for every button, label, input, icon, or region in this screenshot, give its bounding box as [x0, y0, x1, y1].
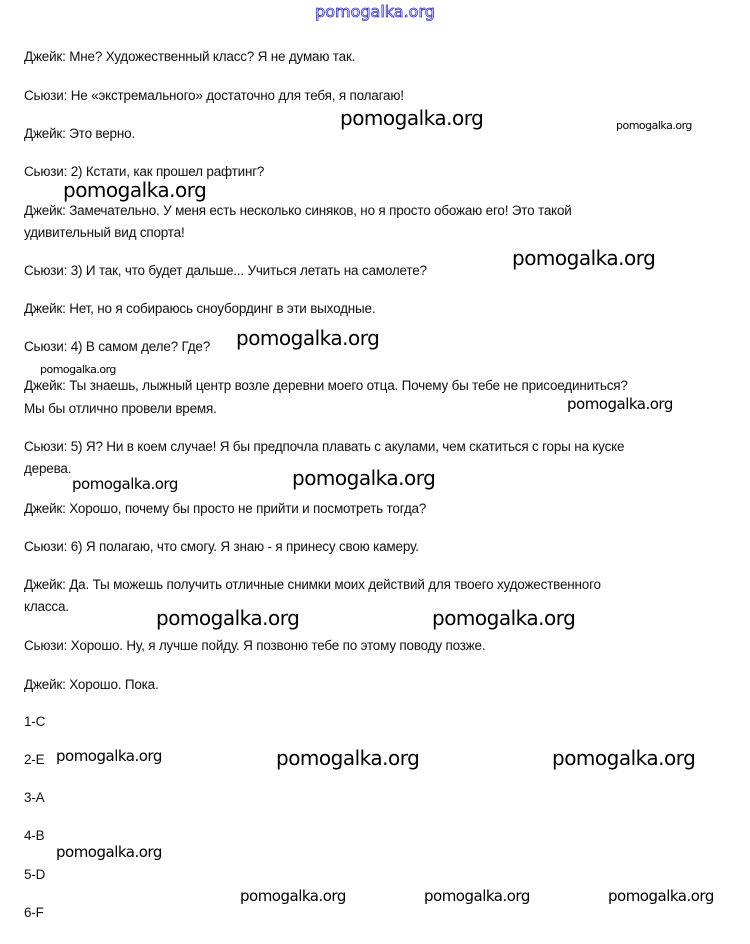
answer: 4-B [24, 828, 45, 843]
watermark: pomogalka.org [56, 843, 162, 861]
dialogue-line: дерева. [24, 461, 72, 476]
watermark: pomogalka.org [616, 119, 692, 132]
answer: 3-A [24, 790, 45, 805]
dialogue-line: Сьюзи: 2) Кстати, как прошел рафтинг? [24, 164, 265, 179]
answer: 1-C [24, 714, 46, 729]
watermark: pomogalka.org [292, 466, 436, 490]
dialogue-line: Джейк: Хорошо, почему бы просто не прийти и посмотреть тогда? [24, 501, 427, 516]
watermark: pomogalka.org [608, 887, 714, 905]
dialogue-line: удивительный вид спорта! [24, 225, 185, 240]
watermark: pomogalka.org [424, 887, 530, 905]
dialogue-line: Сьюзи: 5) Я? Ни в коем случае! Я бы предпочла плавать с акулами, чем скатиться с горы на куске [24, 439, 625, 454]
watermark: pomogalka.org [340, 106, 484, 130]
watermark: pomogalka.org [236, 326, 380, 350]
header-watermark: pomogalka.org [315, 2, 435, 21]
dialogue-line: Сьюзи: Не «экстремального» достаточно для тебя, я полагаю! [24, 88, 404, 103]
watermark: pomogalka.org [40, 363, 116, 376]
dialogue-line: Джейк: Ты знаешь, лыжный центр возле деревни моего отца. Почему бы тебе не присоединиться? [24, 378, 628, 393]
dialogue-line: Мы бы отлично провели время. [24, 401, 217, 416]
watermark: pomogalka.org [156, 606, 300, 630]
dialogue-line: Сьюзи: 3) И так, что будет дальше... Учиться летать на самолете? [24, 263, 427, 278]
answer: 2-E [24, 752, 45, 767]
dialogue-line: Сьюзи: 6) Я полагаю, что смогу. Я знаю - я принесу свою камеру. [24, 539, 419, 554]
dialogue-line: Джейк: Нет, но я собираюсь сноубординг в эти выходные. [24, 301, 376, 316]
dialogue-line: Джейк: Замечательно. У меня есть несколько синяков, но я просто обожаю его! Это такой [24, 203, 572, 218]
answer: 6-F [24, 905, 44, 920]
watermark: pomogalka.org [72, 475, 178, 493]
dialogue-line: Сьюзи: 4) В самом деле? Где? [24, 339, 211, 354]
watermark: pomogalka.org [63, 178, 207, 202]
dialogue-line: Джейк: Это верно. [24, 126, 135, 141]
watermark: pomogalka.org [512, 246, 656, 270]
dialogue-line: класса. [24, 599, 69, 614]
watermark: pomogalka.org [552, 746, 696, 770]
dialogue-line: Джейк: Да. Ты можешь получить отличные снимки моих действий для твоего художественного [24, 577, 601, 592]
dialogue-line: Сьюзи: Хорошо. Ну, я лучше пойду. Я позвоню тебе по этому поводу позже. [24, 638, 486, 653]
watermark: pomogalka.org [276, 746, 420, 770]
answer: 5-D [24, 867, 46, 882]
watermark: pomogalka.org [240, 887, 346, 905]
watermark: pomogalka.org [432, 606, 576, 630]
dialogue-line: Джейк: Хорошо. Пока. [24, 677, 159, 692]
watermark: pomogalka.org [567, 395, 673, 413]
watermark: pomogalka.org [56, 747, 162, 765]
dialogue-line: Джейк: Мне? Художественный класс? Я не думаю так. [24, 49, 356, 64]
